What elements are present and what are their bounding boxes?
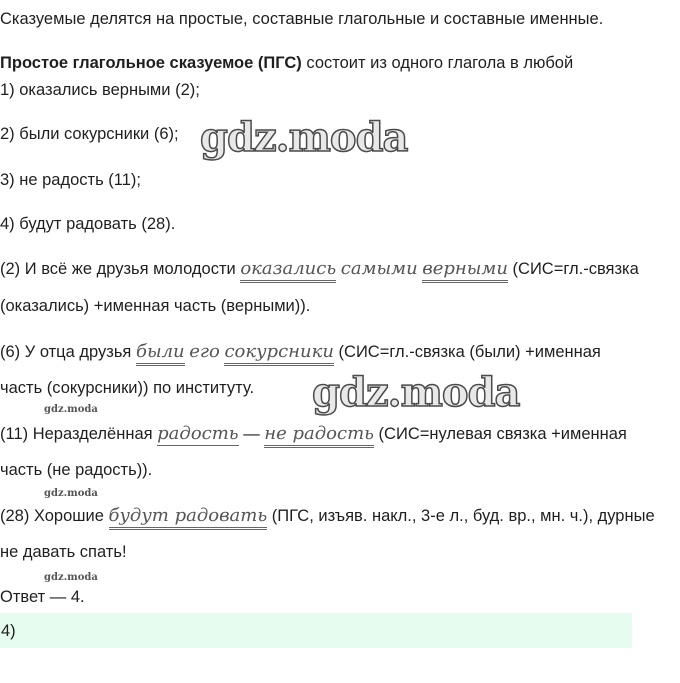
sentence-2-note: (СИС=гл.-связка	[507, 260, 639, 278]
option-4: 4) будут радовать (28).	[0, 215, 176, 233]
subject-word: радость	[157, 423, 239, 444]
sentence-2-pre: (2) И всё же друзья молодости	[0, 260, 241, 278]
dash: —	[238, 425, 265, 443]
predicate-word: оказались	[240, 258, 336, 283]
predicate-word: самыми	[340, 258, 418, 279]
watermark-small: gdz.moda	[44, 488, 98, 499]
intro-text: Сказуемые делятся на простые, составные глагольные и составные именные.	[0, 10, 604, 28]
sentence-11-pre: (11) Неразделённая	[0, 425, 158, 443]
sentence-2-line-2: (оказались) +именная часть (верными)).	[0, 297, 311, 315]
option-2: 2) были сокурсники (6);	[0, 125, 179, 143]
sentence-28-line-2: не давать спать!	[0, 543, 127, 561]
sentence-11-line-2: часть (не радость)).	[0, 461, 153, 479]
sentence-6-note: (СИС=гл.-связка (были) +именная	[333, 343, 601, 361]
watermark-logo: gdz.moda	[200, 114, 408, 161]
definition-term: Простое глагольное сказуемое (ПГС)	[0, 54, 302, 72]
definition-line	[0, 52, 573, 74]
definition-text: состоит из одного глагола в любой	[301, 54, 574, 72]
watermark-small: gdz.moda	[44, 404, 98, 415]
watermark-small: gdz.moda	[44, 572, 98, 583]
sentence-6-pre: (6) У отца друзья	[0, 343, 136, 361]
watermark-logo: gdz.moda	[312, 369, 520, 416]
predicate-word: сокурсники	[224, 341, 334, 366]
answer-box	[0, 613, 632, 648]
predicate-word: его	[189, 341, 220, 362]
sentence-28-note: (ПГС, изъяв. накл., 3-е л., буд. вр., мн. ч.), дурные	[267, 507, 655, 525]
option-3: 3) не радость (11);	[0, 171, 141, 189]
sentence-28-pre: (28) Хорошие	[0, 507, 109, 525]
sentence-6-line-2: часть (сокурсники)) по институту.	[0, 379, 255, 397]
sentence-11-note: (СИС=нулевая связка +именная	[373, 425, 627, 443]
predicate-word: будут радовать	[109, 505, 268, 530]
answer-text: Ответ — 4.	[0, 588, 85, 606]
answer-box-text: 4)	[1, 622, 16, 640]
sentence-28-line-1	[0, 505, 655, 527]
option-1: 1) оказались верными (2);	[0, 81, 200, 99]
predicate-word: верными	[422, 258, 508, 283]
predicate-word: не радость	[264, 423, 374, 448]
sentence-6-line-1	[0, 341, 601, 363]
sentence-11-line-1	[0, 423, 627, 445]
predicate-word: были	[136, 341, 185, 366]
sentence-2-line-1	[0, 258, 639, 280]
